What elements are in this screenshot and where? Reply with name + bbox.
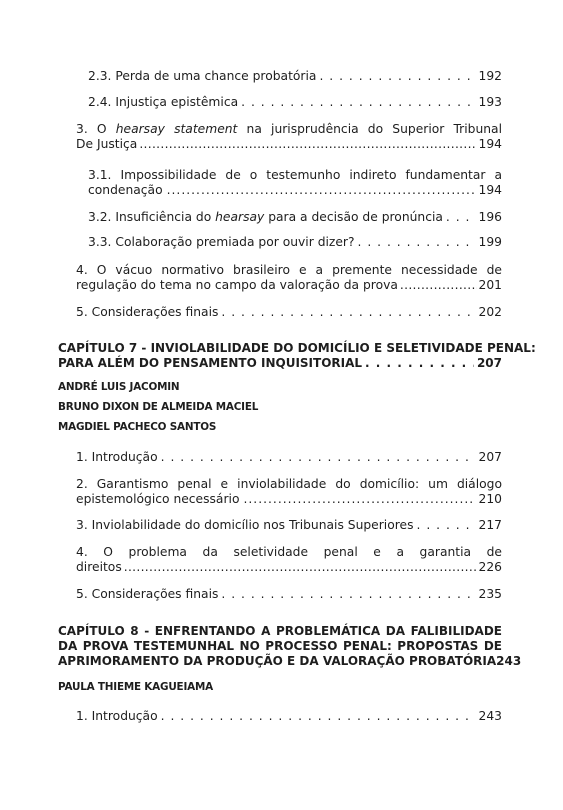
toc-entry-label: 2.3. Perda de uma chance probatória	[88, 69, 317, 83]
toc-entry-label: 3.3. Colaboração premiada por ouvir dizer?	[88, 235, 355, 249]
toc-page-number: 202	[478, 305, 502, 319]
toc-entry-8-1[interactable]	[76, 709, 502, 724]
chapter-title-line2: DA PROVA TESTEMUNHAL NO PROCESSO PENAL: PROPOSTAS DE	[58, 639, 502, 653]
toc-page-number: 207	[478, 450, 502, 464]
toc-entry-7-3[interactable]	[76, 518, 502, 533]
toc-page-number: 192	[478, 69, 502, 83]
toc-entry-7-1[interactable]	[76, 450, 502, 465]
toc-entry-label: 5. Considerações finais	[76, 305, 219, 319]
toc-entry-3-3[interactable]	[88, 235, 502, 250]
toc-entry-line1: 4. O vácuo normativo brasileiro e a premente necessidade de	[76, 263, 502, 277]
chapter-author: MAGDIEL PACHECO SANTOS	[58, 421, 217, 433]
toc-page-number: 193	[478, 95, 502, 109]
dot-leader	[446, 210, 476, 225]
dot-leader	[243, 492, 474, 507]
toc-entry-7-2[interactable]	[76, 477, 502, 507]
toc-entry-label: 3. Inviolabilidade do domicílio nos Tribunais Superiores	[76, 518, 414, 532]
dot-leader	[221, 305, 475, 320]
dot-leader	[319, 69, 475, 84]
toc-entry-label: 5. Considerações finais	[76, 587, 219, 601]
toc-entry-label: 1. Introdução	[76, 450, 158, 464]
toc-entry-line2: epistemológico necessário ..... 210	[76, 492, 502, 507]
toc-entry-5[interactable]	[76, 305, 502, 320]
toc-entry-3[interactable]	[76, 122, 502, 152]
toc-entry-3-1[interactable]	[88, 168, 502, 198]
dot-leader	[365, 356, 474, 371]
chapter-author: BRUNO DIXON DE ALMEIDA MACIEL	[58, 401, 259, 413]
chapter-title-line1: CAPÍTULO 8 - ENFRENTANDO A PROBLEMÁTICA DA FALIBILIDADE	[58, 624, 502, 638]
dot-leader	[358, 235, 476, 250]
toc-page-number: 243	[496, 654, 522, 668]
toc-entry-4[interactable]	[76, 263, 502, 293]
toc-entry-line2: regulação do tema no campo da valoração da prova ..... 201	[76, 278, 502, 293]
toc-entry-label: 1. Introdução	[76, 709, 158, 723]
toc-page-number: 196	[478, 210, 502, 224]
chapter-7-heading[interactable]	[58, 341, 536, 371]
toc-entry-line1: 2. Garantismo penal e inviolabilidade do domicílio: um diálogo	[76, 477, 502, 491]
dot-leader	[417, 518, 476, 533]
italic-term: hearsay statement	[115, 122, 238, 136]
toc-entry-label: 3.2. Insuficiência do hearsay para a decisão de pronúncia	[88, 210, 443, 224]
toc-entry-2-4[interactable]	[88, 95, 502, 110]
dot-leader	[161, 709, 476, 724]
chapter-author: ANDRÉ LUIS JACOMIN	[58, 381, 180, 393]
toc-page-number: 201	[478, 278, 502, 292]
toc-entry-7-4[interactable]	[76, 545, 502, 575]
toc-page-number: 235	[478, 587, 502, 601]
chapter-title-line2: PARA ALÉM DO PENSAMENTO INQUISITORIAL . . . 207	[58, 356, 502, 371]
toc-page-number: 210	[478, 492, 502, 506]
toc-entry-2-3[interactable]	[88, 69, 502, 84]
italic-term: hearsay	[215, 210, 265, 224]
dot-leader	[241, 95, 475, 110]
toc-page-number: 243	[478, 709, 502, 723]
toc-entry-line1: 4. O problema da seletividade penal e a garantia de	[76, 545, 502, 559]
toc-page-number: 199	[478, 235, 502, 249]
toc-page-number: 194	[478, 137, 502, 151]
toc-page-number: 207	[476, 356, 502, 370]
chapter-8-heading[interactable]	[58, 624, 522, 669]
chapter-author: PAULA THIEME KAGUEIAMA	[58, 681, 213, 693]
toc-entry-line1: 3.1. Impossibilidade de o testemunho indireto fundamentar a	[88, 168, 502, 182]
toc-entry-label: 2.4. Injustiça epistêmica	[88, 95, 239, 109]
toc-page-number: 226	[478, 560, 502, 574]
toc-entry-line1: 3. O hearsay statement na jurisprudência do Superior Tribunal	[76, 122, 502, 136]
chapter-title-line3: APRIMORAMENTO DA PRODUÇÃO E DA VALORAÇÃO PROBATÓRIA 243	[58, 654, 522, 668]
toc-page-number: 217	[478, 518, 502, 532]
dot-leader	[139, 137, 476, 152]
chapter-title-line1: CAPÍTULO 7 - INVIOLABILIDADE DO DOMICÍLIO E SELETIVIDADE PENAL:	[58, 341, 536, 355]
dot-leader	[167, 183, 475, 198]
toc-entry-line2: condenação ..... 194	[88, 183, 502, 198]
dot-leader	[221, 587, 475, 602]
toc-entry-line2: De Justiça ..... 194	[76, 137, 502, 152]
dot-leader	[161, 450, 476, 465]
toc-page-number: 194	[478, 183, 502, 197]
dot-leader	[400, 278, 477, 293]
dot-leader	[124, 560, 477, 575]
toc-entry-3-2[interactable]	[88, 210, 502, 225]
toc-entry-line2: direitos ..... 226	[76, 560, 502, 575]
toc-entry-7-5[interactable]	[76, 587, 502, 602]
